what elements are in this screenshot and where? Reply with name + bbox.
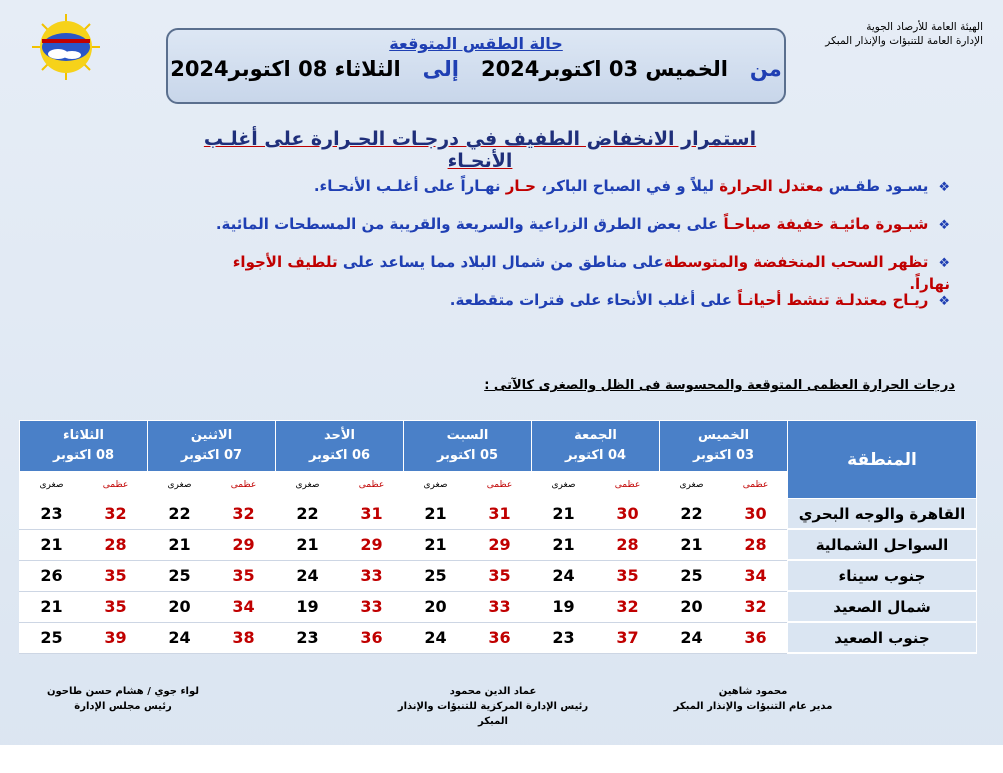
- diamond-bullet-icon: ❖: [938, 256, 950, 271]
- max-temp: 34: [212, 591, 276, 622]
- max-temp: 28: [724, 529, 788, 560]
- max-temp: 35: [596, 560, 660, 591]
- signer-role: مدير عام التنبؤات والإنذار المبكر: [673, 701, 833, 712]
- max-temp: 39: [84, 622, 148, 653]
- bullet-text: تلطيف الأجواء نهاراً.: [232, 253, 950, 293]
- min-temp: 25: [20, 622, 84, 653]
- signer-name: عماد الدين محمود: [449, 686, 537, 697]
- max-temp: 29: [212, 529, 276, 560]
- min-temp: 26: [20, 560, 84, 591]
- day-date: 04 اكتوبر: [564, 448, 627, 463]
- bullet-text: ليلاً و في الصباح الباكر،: [535, 177, 720, 195]
- title-box: [166, 28, 786, 104]
- org-name: الهيئة العامة للأرصاد الجوية: [866, 21, 983, 33]
- max-temp: 32: [212, 499, 276, 530]
- to-date: الثلاثاء 08 اكتوبر2024: [170, 57, 401, 81]
- signer-role: رئيس مجلس الإدارة: [74, 701, 172, 712]
- max-temp: 30: [724, 499, 788, 530]
- max-label: عظمى: [724, 472, 788, 499]
- bullet-item: [190, 252, 950, 293]
- bullet-text: تظهر السحب المنخفضة والمتوسطة: [663, 253, 929, 271]
- max-temp: 32: [84, 499, 148, 530]
- min-temp: 24: [148, 622, 212, 653]
- max-temp: 36: [468, 622, 532, 653]
- max-temp: 33: [340, 560, 404, 591]
- region-name: جنوب الصعيد: [788, 622, 977, 653]
- min-label: صغرى: [660, 472, 724, 499]
- min-label: صغرى: [276, 472, 340, 499]
- bullet-text: يسـود طقـس: [823, 177, 929, 195]
- from-date: الخميس 03 اكتوبر2024: [480, 57, 728, 81]
- min-temp: 21: [404, 499, 468, 530]
- max-temp: 29: [340, 529, 404, 560]
- min-temp: 21: [532, 499, 596, 530]
- min-temp: 20: [660, 591, 724, 622]
- bullet-list: [190, 176, 950, 328]
- forecast-subtitle: حالة الطقس المتوقعة: [389, 34, 563, 53]
- bottom-strip: [0, 745, 1003, 773]
- day-name: الثلاثاء: [63, 428, 104, 443]
- day-header: [20, 421, 148, 472]
- min-temp: 19: [276, 591, 340, 622]
- max-label: عظمى: [340, 472, 404, 499]
- min-temp: 24: [532, 560, 596, 591]
- bullet-text: على أغلب الأنحاء على فترات متقطعة.: [449, 291, 738, 309]
- table-row: [20, 591, 977, 622]
- bullet-text: على مناطق من شمال البلاد مما يساعد على: [337, 253, 664, 271]
- max-temp: 36: [724, 622, 788, 653]
- min-temp: 24: [404, 622, 468, 653]
- max-temp: 35: [468, 560, 532, 591]
- signature-block: [43, 684, 203, 714]
- min-temp: 25: [148, 560, 212, 591]
- region-name: السواحل الشمالية: [788, 529, 977, 560]
- org-department: الإدارة العامة للتنبؤات والإنذار المبكر: [825, 35, 983, 47]
- bullet-text: ريـاح معتدلـة تنشط أحيانـاً: [737, 291, 929, 309]
- min-temp: 25: [660, 560, 724, 591]
- min-temp: 21: [276, 529, 340, 560]
- min-temp: 21: [404, 529, 468, 560]
- temperature-table: [19, 420, 977, 654]
- signatures: [0, 684, 1003, 727]
- headline: استمرار الانخفاض الطفيف في درجـات الحـرارة على أغلـب الأنحـاء: [203, 128, 757, 172]
- region-name: القاهرة والوجه البحري: [788, 499, 977, 530]
- min-temp: 22: [660, 499, 724, 530]
- bullet-item: [190, 290, 950, 328]
- bullet-text: شبـورة مائيـة خفيفة صباحـاً: [723, 215, 929, 233]
- table-row: [20, 499, 977, 530]
- bullet-text: حـار: [505, 177, 536, 195]
- max-label: عظمى: [84, 472, 148, 499]
- min-temp: 24: [276, 560, 340, 591]
- region-header: المنطقة: [788, 421, 977, 499]
- day-date: 05 اكتوبر: [436, 448, 499, 463]
- min-temp: 20: [148, 591, 212, 622]
- max-temp: 35: [212, 560, 276, 591]
- day-name: الاثنين: [190, 428, 233, 443]
- signer-name: محمود شاهين: [718, 686, 788, 697]
- day-name: الأحد: [323, 428, 355, 443]
- bullet-item: [190, 214, 950, 252]
- bullet-text: معتدل الحرارة: [719, 177, 824, 195]
- region-name: جنوب سيناء: [788, 560, 977, 591]
- min-temp: 21: [660, 529, 724, 560]
- min-label: صغرى: [404, 472, 468, 499]
- max-temp: 28: [596, 529, 660, 560]
- forecast-period: [168, 57, 784, 81]
- max-temp: 32: [596, 591, 660, 622]
- region-name: شمال الصعيد: [788, 591, 977, 622]
- min-temp: 22: [148, 499, 212, 530]
- max-label: عظمى: [596, 472, 660, 499]
- bullet-text: على بعض الطرق الزراعية والسريعة والقريبة من المسطحات المائية.: [215, 215, 724, 233]
- max-temp: 33: [340, 591, 404, 622]
- table-caption: درجات الحرارة العظمى المتوقعة والمحسوسة فى الظل والصغرى كالآتى :: [484, 378, 955, 393]
- min-label: صغرى: [532, 472, 596, 499]
- min-temp: 22: [276, 499, 340, 530]
- to-label: إلى: [422, 57, 460, 81]
- max-temp: 38: [212, 622, 276, 653]
- max-temp: 31: [468, 499, 532, 530]
- min-label: صغرى: [148, 472, 212, 499]
- max-label: عظمى: [212, 472, 276, 499]
- signer-role: رئيس الإدارة المركزية للتنبؤات والإنذار المبكر: [397, 701, 589, 727]
- day-header: [148, 421, 276, 472]
- min-temp: 23: [276, 622, 340, 653]
- max-temp: 33: [468, 591, 532, 622]
- diamond-bullet-icon: ❖: [938, 294, 950, 309]
- min-temp: 25: [404, 560, 468, 591]
- bullet-text: نهـاراً على أغلـب الأنحـاء.: [313, 177, 506, 195]
- diamond-bullet-icon: ❖: [938, 180, 950, 195]
- day-header: [404, 421, 532, 472]
- signer-name: لواء جوي / هشام حسن طاحون: [46, 686, 200, 697]
- min-label: صغرى: [20, 472, 84, 499]
- day-date: 06 اكتوبر: [308, 448, 371, 463]
- min-temp: 21: [20, 529, 84, 560]
- max-temp: 34: [724, 560, 788, 591]
- min-temp: 24: [660, 622, 724, 653]
- max-temp: 29: [468, 529, 532, 560]
- bullet-item: [190, 176, 950, 214]
- day-header: [276, 421, 404, 472]
- min-temp: 21: [20, 591, 84, 622]
- signature-block: [653, 684, 853, 714]
- max-temp: 35: [84, 560, 148, 591]
- max-temp: 36: [340, 622, 404, 653]
- day-name: الجمعة: [574, 428, 617, 443]
- table-row: [20, 622, 977, 653]
- max-temp: 31: [340, 499, 404, 530]
- min-temp: 23: [20, 499, 84, 530]
- max-temp: 35: [84, 591, 148, 622]
- min-temp: 21: [148, 529, 212, 560]
- max-temp: 32: [724, 591, 788, 622]
- min-temp: 20: [404, 591, 468, 622]
- day-date: 07 اكتوبر: [180, 448, 243, 463]
- min-temp: 21: [532, 529, 596, 560]
- max-temp: 30: [596, 499, 660, 530]
- max-temp: 37: [596, 622, 660, 653]
- table-row: [20, 560, 977, 591]
- table-row: [20, 529, 977, 560]
- day-date: 03 اكتوبر: [692, 448, 755, 463]
- max-label: عظمى: [468, 472, 532, 499]
- day-name: السبت: [446, 428, 489, 443]
- day-header: [660, 421, 788, 472]
- min-temp: 23: [532, 622, 596, 653]
- day-date: 08 اكتوبر: [52, 448, 115, 463]
- diamond-bullet-icon: ❖: [938, 218, 950, 233]
- max-temp: 28: [84, 529, 148, 560]
- signature-block: [383, 684, 603, 729]
- min-temp: 19: [532, 591, 596, 622]
- from-label: من: [749, 57, 782, 81]
- ema-logo: [20, 12, 112, 82]
- day-header: [532, 421, 660, 472]
- day-name: الخميس: [697, 428, 750, 443]
